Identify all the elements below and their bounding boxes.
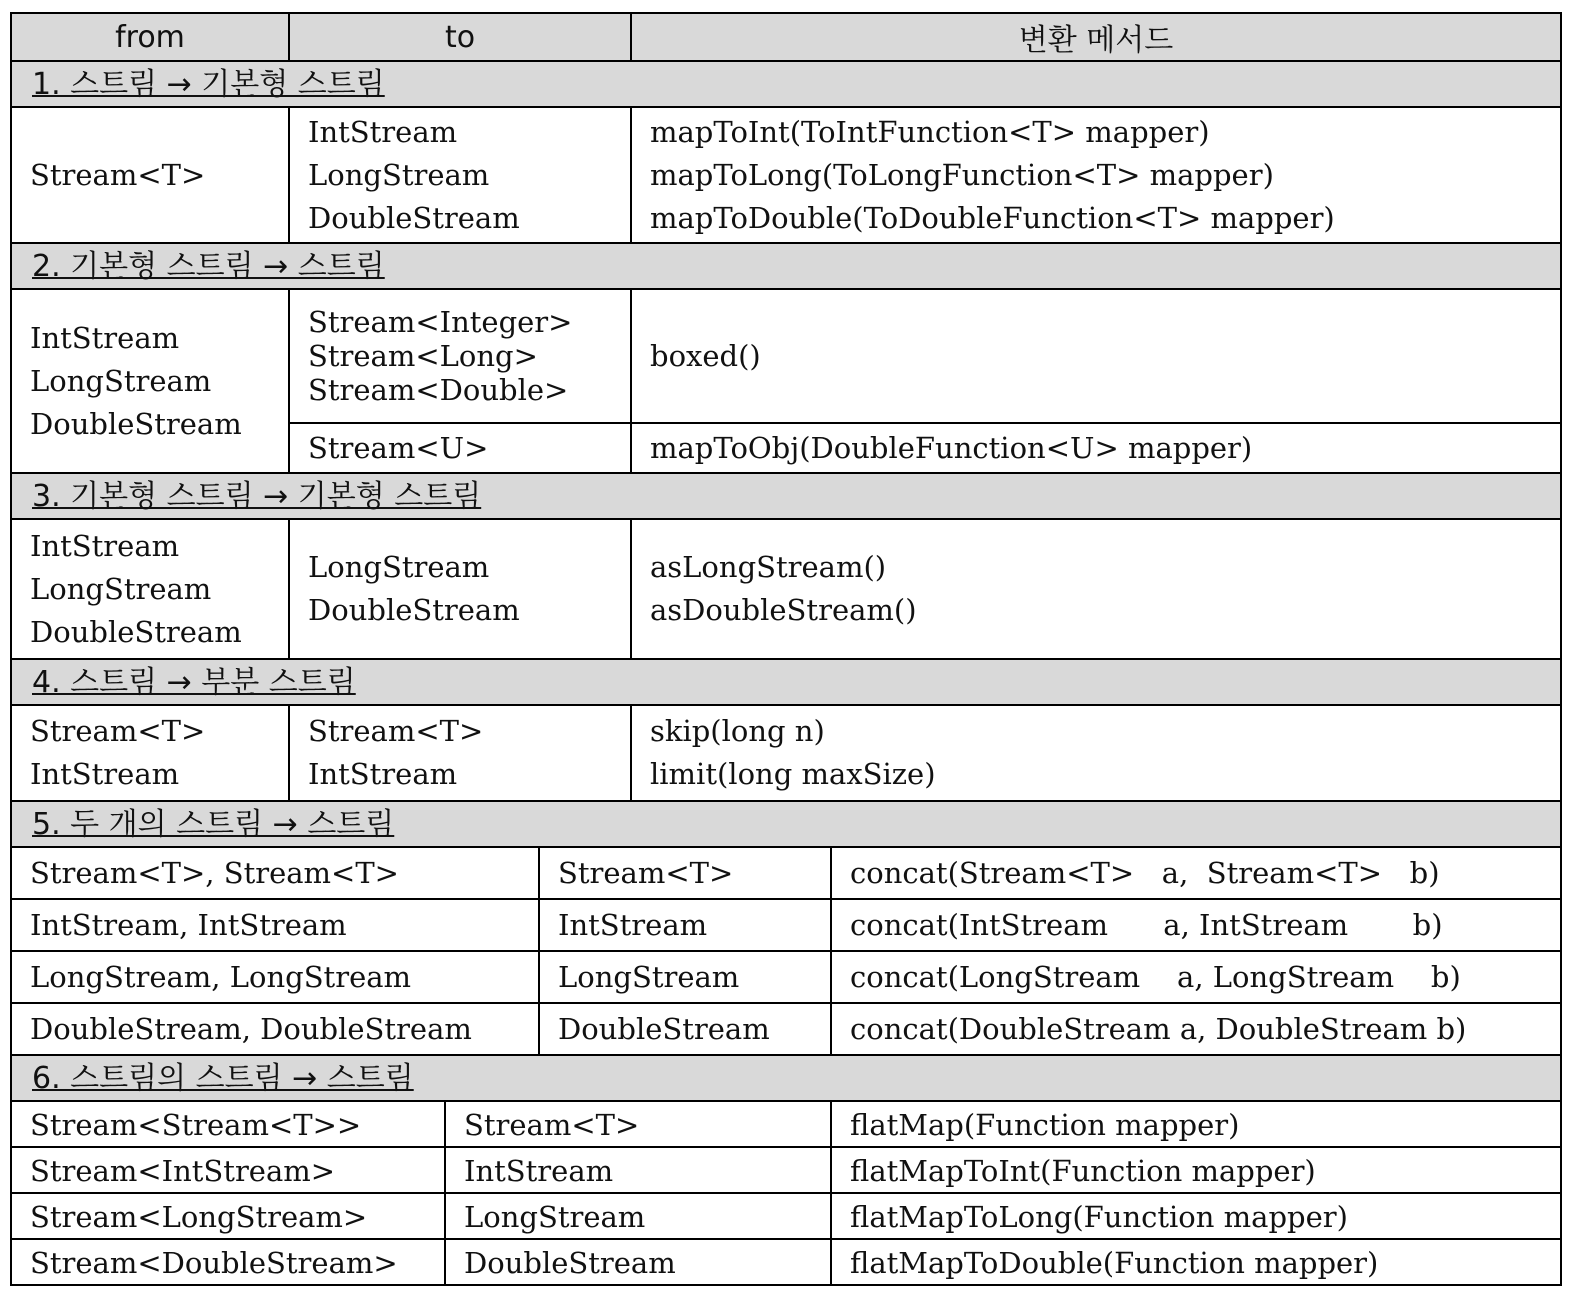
table-row [12, 950, 1560, 1002]
to-cell: Stream<T> [538, 848, 830, 898]
to-cell: IntStream LongStream DoubleStream [288, 108, 630, 242]
section-title-1: 1. 스트림 → 기본형 스트림 [12, 60, 1560, 106]
method-cell: flatMap(Function mapper) [830, 1102, 1560, 1148]
table-row [12, 106, 1560, 242]
table-row [12, 518, 1560, 658]
from-cell: Stream<LongStream> [30, 1200, 368, 1234]
table-row [12, 1238, 1560, 1284]
table-row [12, 1192, 1560, 1238]
section-title-6: 6. 스트림의 스트림 → 스트림 [12, 1054, 1560, 1100]
method-cell: asLongStream() asDoubleStream() [630, 520, 1560, 658]
section-title-5: 5. 두 개의 스트림 → 스트림 [12, 800, 1560, 846]
to-cell-obj: Stream<U> [308, 431, 489, 465]
from-cell: IntStream, IntStream [30, 907, 347, 942]
to-cell: IntStream [538, 900, 830, 950]
from-cell: Stream<T> [30, 157, 206, 192]
method-cell [630, 290, 1560, 472]
to-cell: Stream<T> IntStream [288, 706, 630, 800]
from-cell: Stream<T>, Stream<T> [30, 855, 399, 890]
table-row [12, 288, 1560, 472]
method-cell: skip(long n) limit(long maxSize) [630, 706, 1560, 800]
section-title-3: 3. 기본형 스트림 → 기본형 스트림 [12, 472, 1560, 518]
header-to: to [288, 14, 630, 60]
from-cell: Stream<T> IntStream [30, 714, 206, 791]
method-cell: concat(LongStream a, LongStream b) [830, 952, 1560, 1002]
from-cell: Stream<DoubleStream> [30, 1246, 398, 1280]
table-row [12, 1146, 1560, 1192]
stream-conversion-table [10, 12, 1562, 1286]
from-cell: Stream<IntStream> [30, 1154, 336, 1188]
method-cell: mapToInt(ToIntFunction<T> mapper) mapToLong(ToLongFunction<T> mapper) mapToDouble(ToDoubleFunction<T> mapper) [630, 108, 1560, 242]
to-cell: IntStream [444, 1148, 830, 1194]
table-header [12, 14, 1560, 60]
method-cell: flatMapToLong(Function mapper) [830, 1194, 1560, 1240]
from-cell: DoubleStream, DoubleStream [30, 1011, 472, 1046]
method-cell-boxed: boxed() [632, 290, 1560, 424]
section-title-4: 4. 스트림 → 부분 스트림 [12, 658, 1560, 704]
to-cell [288, 290, 630, 472]
table-row [12, 898, 1560, 950]
section-title-2: 2. 기본형 스트림 → 스트림 [12, 242, 1560, 288]
header-from: from [115, 19, 185, 55]
table-row [12, 704, 1560, 800]
from-cell: IntStream LongStream DoubleStream [30, 320, 242, 441]
to-cell-boxed: Stream<Integer> Stream<Long> Stream<Double> [290, 290, 630, 424]
method-cell: flatMapToInt(Function mapper) [830, 1148, 1560, 1194]
to-cell: DoubleStream [444, 1240, 830, 1286]
method-cell: concat(DoubleStream a, DoubleStream b) [830, 1004, 1560, 1054]
from-cell: Stream<Stream<T>> [30, 1108, 362, 1142]
from-cell: LongStream, LongStream [30, 959, 412, 994]
to-cell: LongStream [444, 1194, 830, 1240]
method-cell-obj: mapToObj(DoubleFunction<U> mapper) [650, 431, 1253, 465]
table-row [12, 1100, 1560, 1146]
method-cell: concat(Stream<T> a, Stream<T> b) [830, 848, 1560, 898]
from-cell: IntStream LongStream DoubleStream [30, 528, 242, 649]
method-cell: flatMapToDouble(Function mapper) [830, 1240, 1560, 1286]
table-row [12, 846, 1560, 898]
to-cell: Stream<T> [444, 1102, 830, 1148]
to-cell: LongStream [538, 952, 830, 1002]
to-cell: DoubleStream [538, 1004, 830, 1054]
to-cell: LongStream DoubleStream [288, 520, 630, 658]
header-method: 변환 메서드 [630, 14, 1560, 60]
table-row [12, 1002, 1560, 1054]
method-cell: concat(IntStream a, IntStream b) [830, 900, 1560, 950]
